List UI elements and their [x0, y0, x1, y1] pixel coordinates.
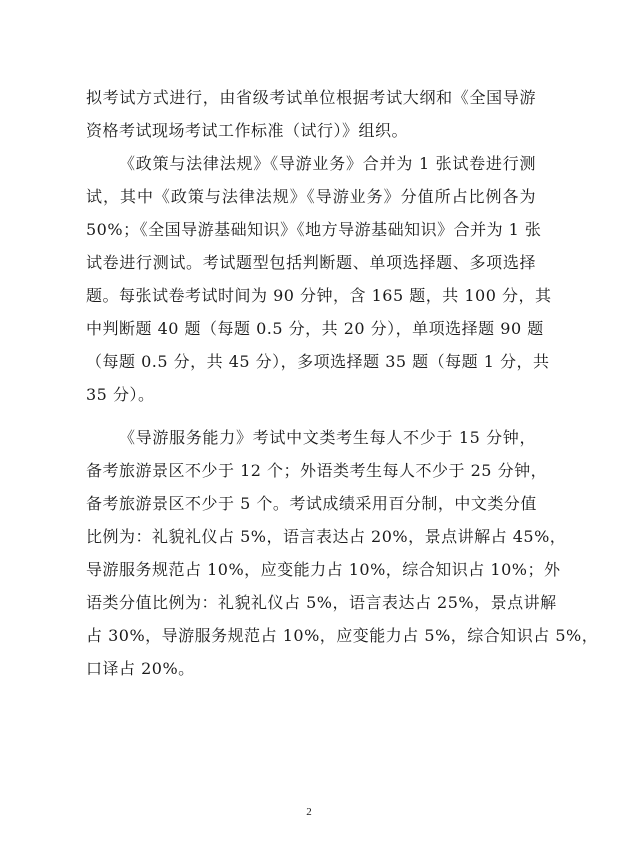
text-line: 备考旅游景区不少于 12 个；外语类考生每人不少于 25 分钟，	[86, 461, 548, 480]
text-line: 占 30%，导游服务规范占 10%，应变能力占 5%，综合知识占 5%，	[86, 626, 599, 645]
text-line: 35 分）。	[86, 385, 155, 404]
text-line: 试，其中《政策与法律法规》《导游业务》分值所占比例各为	[86, 187, 536, 206]
text-line: （每题 0.5 分，共 45 分），多项选择题 35 题（每题 1 分，共	[86, 352, 550, 371]
text-line: 50%；《全国导游基础知识》《地方导游基础知识》合并为 1 张	[86, 220, 542, 239]
text-line: 中判断题 40 题（每题 0.5 分，共 20 分），单项选择题 90 题	[86, 319, 544, 338]
text-line: 拟考试方式进行，由省级考试单位根据考试大纲和《全国导游	[86, 88, 536, 107]
text-line: 备考旅游景区不少于 5 个。考试成绩采用百分制，中文类分值	[86, 494, 537, 513]
text-line: 《导游服务能力》考试中文类考生每人不少于 15 分钟，	[119, 428, 536, 447]
text-line: 比例为：礼貌礼仪占 5%，语言表达占 20%，景点讲解占 45%，	[86, 527, 567, 546]
text-line: 语类分值比例为：礼貌礼仪占 5%，语言表达占 25%，景点讲解	[86, 593, 557, 612]
text-line: 口译占 20%。	[86, 659, 195, 678]
page-number: 2	[306, 806, 312, 818]
text-line: 试卷进行测试。考试题型包括判断题、单项选择题、多项选择	[86, 253, 536, 272]
text-line: 导游服务规范占 10%，应变能力占 10%，综合知识占 10%；外	[86, 560, 561, 579]
text-line: 《政策与法律法规》《导游业务》合并为 1 张试卷进行测	[119, 154, 536, 173]
text-line: 资格考试现场考试工作标准（试行）》组织。	[86, 121, 409, 140]
text-line: 题。每张试卷考试时间为 90 分钟，含 165 题，共 100 分，其	[86, 286, 552, 305]
